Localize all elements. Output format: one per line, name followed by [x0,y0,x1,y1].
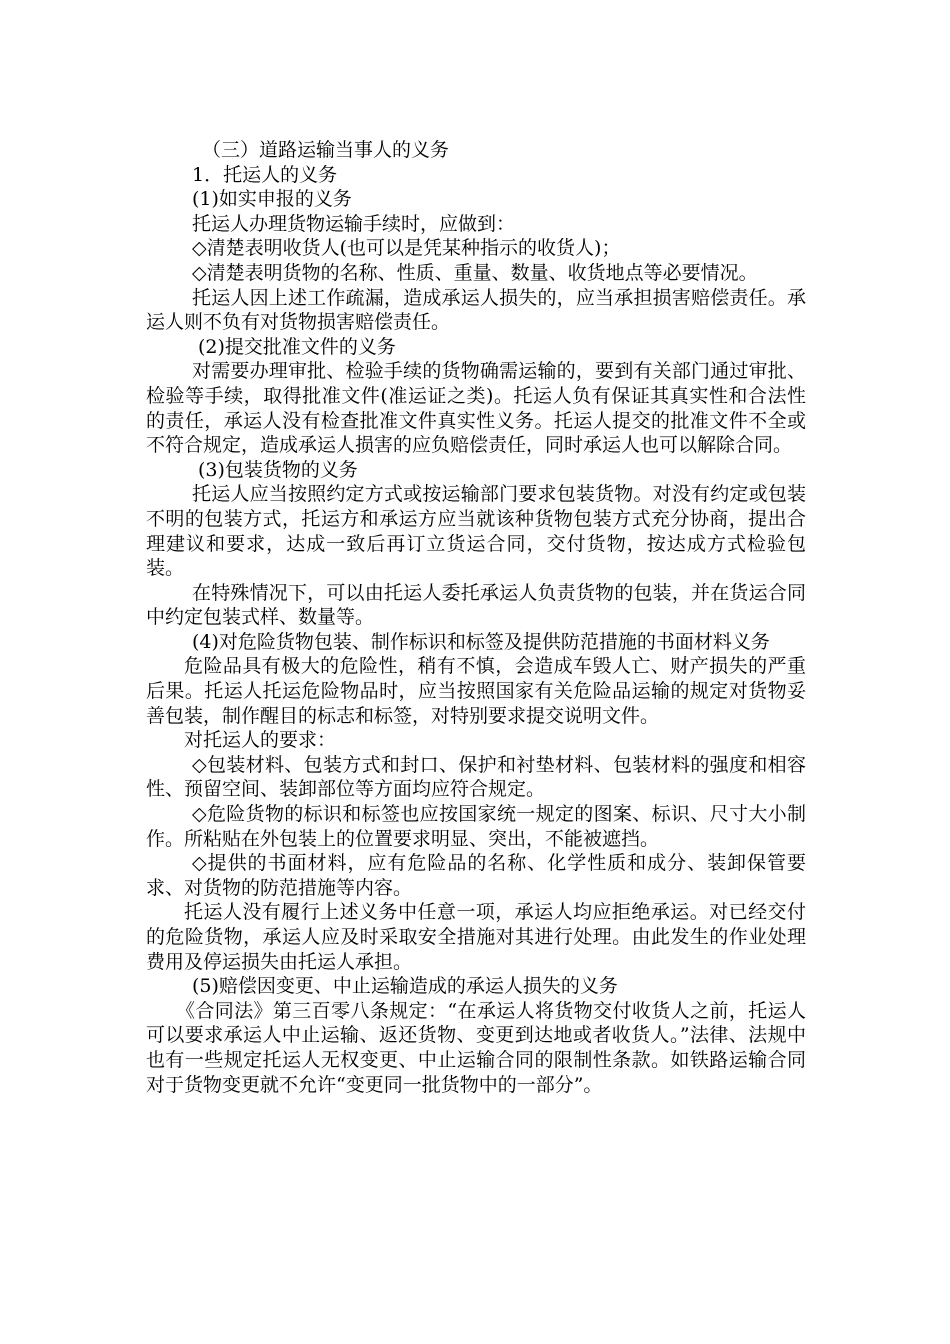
item-1-paragraph: 托运人因上述工作疏漏，造成承运人损失的，应当承担损害赔偿责任。承运人则不负有对货物损害赔偿责任。 [146,286,806,334]
item-3-title: (3)包装货物的义务 [198,458,358,481]
item-4-bullet-2: ◇危险货物的标识和标签也应按国家统一规定的图案、标识、尺寸大小制作。所粘贴在外包装上的位置要求明显、突出，不能被遮挡。 [146,803,806,850]
item-4-title: (4)对危险货物包装、制作标识和标签及提供防范措施的书面材料义务 [192,630,770,653]
item-5-paragraph: 《合同法》第三百零八条规定：“在承运人将货物交付收货人之前，托运人可以要求承运人中止运输、返还货物、变更到达地或者收货人。”法律、法规中也有一些规定托运人无权变更、中止运输合同的限制性条款。如铁路运输合同对于货物变更就不允许“变更同一批货物中的一部分”。 [146,999,806,1096]
item-2-title: (2)提交批准文件的义务 [198,335,396,358]
subsection-heading: 1．托运人的义务 [192,163,338,186]
item-2-paragraph: 对需要办理审批、检验手续的货物确需运输的，要到有关部门通过审批、检验等手续，取得批准文件(准运证之类)。托运人负有保证其真实性和合法性的责任，承运人没有检查批准文件真实性义务。托运人提交的批准文件不全或不符合规定，造成承运人损害的应负赔偿责任，同时承运人也可以解除合同。 [146,360,806,457]
item-1-intro: 托运人办理货物运输手续时，应做到： [192,212,516,235]
item-1-bullet-1: ◇清楚表明收货人(也可以是凭某种指示的收货人)； [192,237,621,260]
item-4-bullet-3: ◇提供的书面材料，应有危险品的名称、化学性质和成分、装卸保管要求、对货物的防范措施等内容。 [146,852,806,899]
document-body [146,138,806,1097]
item-4-paragraph-1: 危险品具有极大的危险性，稍有不慎，会造成车毁人亡、财产损失的严重后果。托运人托运危险物品时，应当按照国家有关危险品运输的规定对货物妥善包装，制作醒目的标志和标签，对特别要求提交说明文件。 [146,655,806,727]
item-4-bullet-1: ◇包装材料、包装方式和封口、保护和衬垫材料、包装材料的强度和相容性、预留空间、装卸部位等方面均应符合规定。 [146,753,806,801]
item-1-bullet-2: ◇清楚表明货物的名称、性质、重量、数量、收货地点等必要情况。 [192,261,758,284]
item-4-paragraph-2: 托运人没有履行上述义务中任意一项，承运人均应拒绝承运。对已经交付的危险货物，承运人应及时采取安全措施对其进行处理。由此发生的作业处理费用及停运损失由托运人承担。 [146,901,806,973]
item-1-title: (1)如实申报的义务 [192,188,352,211]
section-heading: （三）道路运输当事人的义务 [202,139,450,161]
item-4-requirements-intro: 对托运人的要求： [184,729,337,752]
item-3-paragraph-1: 托运人应当按照约定方式或按运输部门要求包装货物。对没有约定或包装不明的包装方式，托运方和承运方应当就该种货物包装方式充分协商，提出合理建议和要求，达成一致后再订立货运合同，交付货物，按达成方式检验包装。 [146,483,806,580]
item-3-paragraph-2: 在特殊情况下，可以由托运人委托承运人负责货物的包装，并在货运合同中约定包装式样、数量等。 [146,581,806,629]
item-5-title: (5)赔偿因变更、中止运输造成的承运人损失的义务 [192,975,618,998]
